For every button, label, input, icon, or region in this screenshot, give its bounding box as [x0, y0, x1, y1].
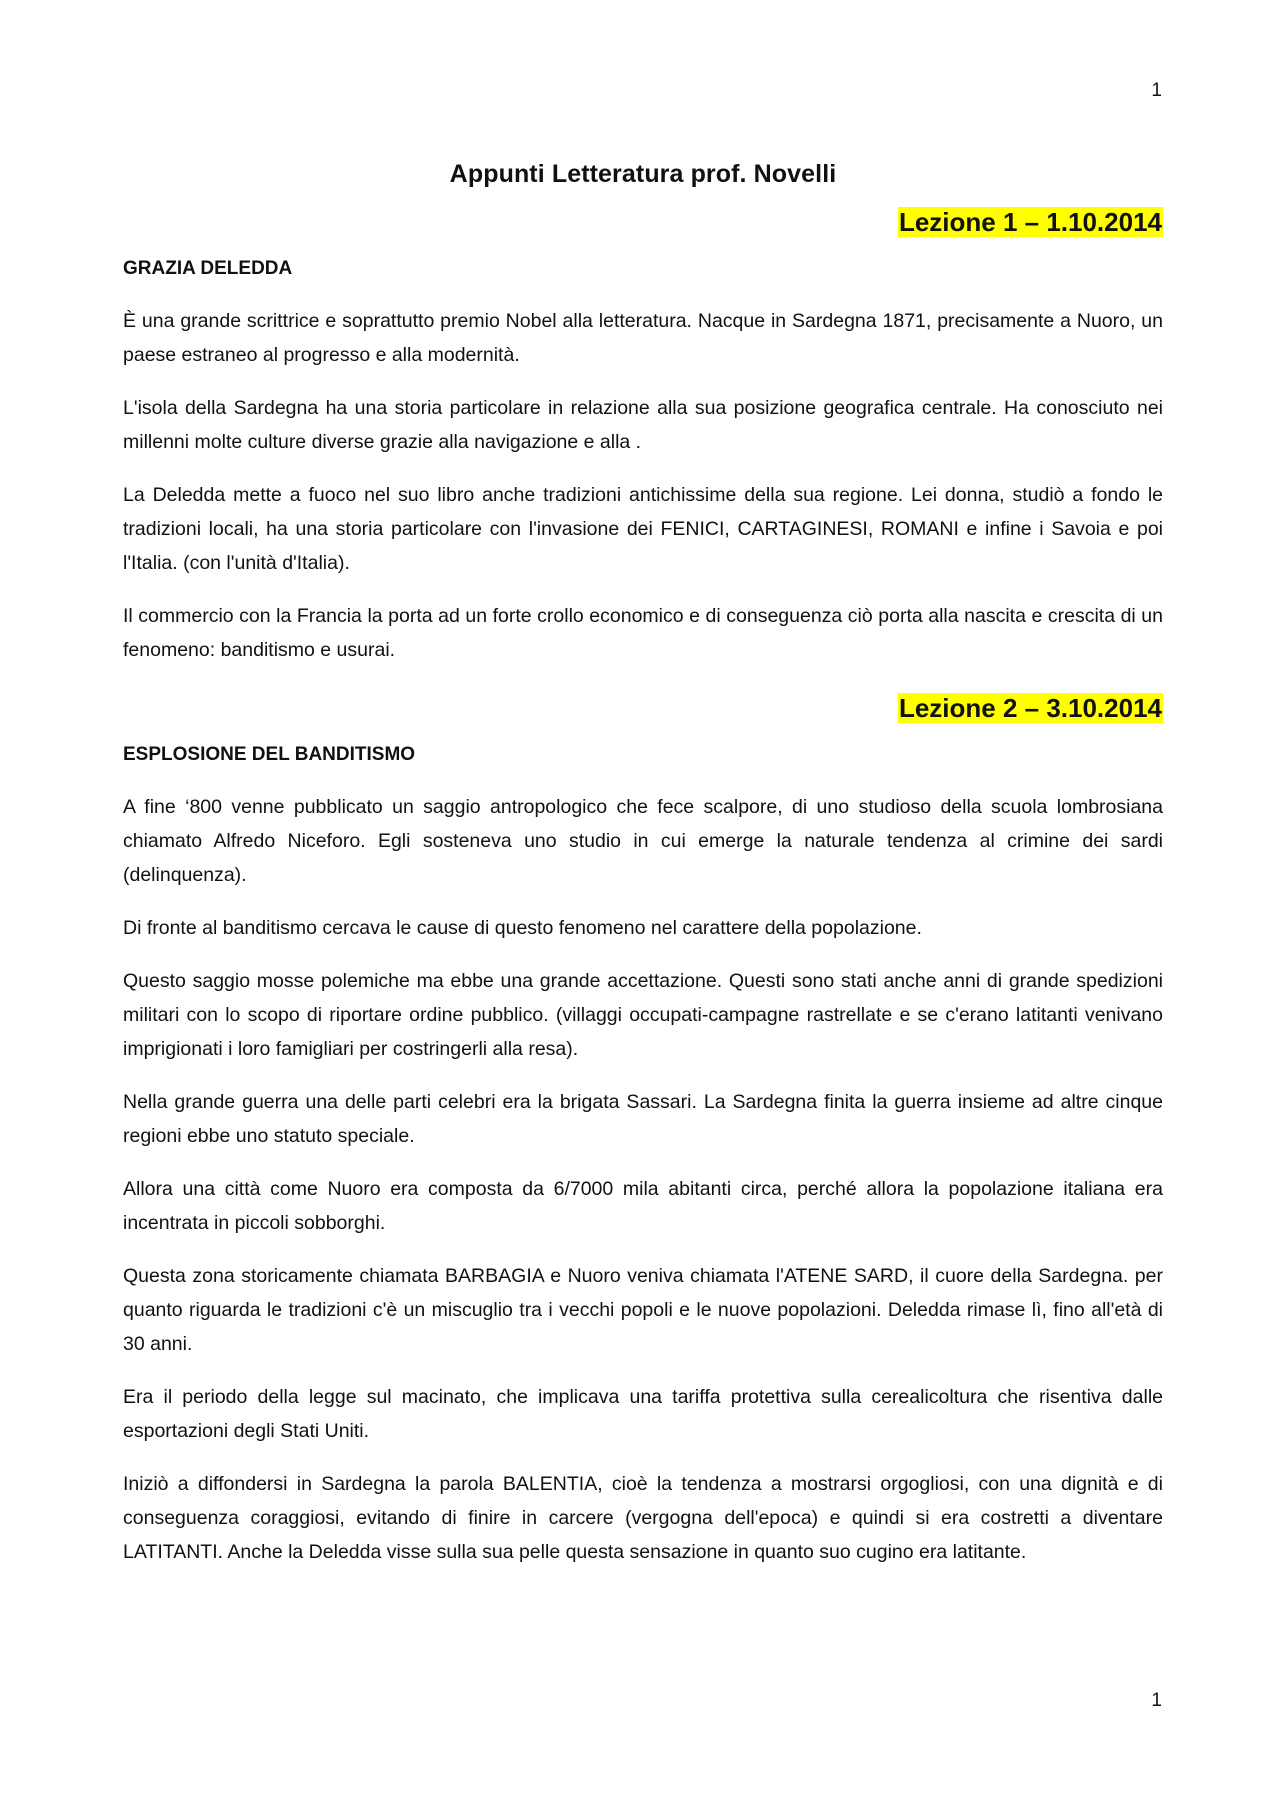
- paragraph: Nella grande guerra una delle parti celebri era la brigata Sassari. La Sardegna finita la guerra insieme ad altre cinque regioni ebbe uno statuto speciale.: [123, 1091, 1163, 1147]
- paragraph: Era il periodo della legge sul macinato, che implicava una tariffa protettiva sulla cerealicoltura che risentiva dalle esportazioni degli Stati Uniti.: [123, 1386, 1163, 1442]
- lesson-1-heading-text: Lezione 1 – 1.10.2014: [898, 207, 1162, 237]
- lesson-2-heading: [123, 693, 1163, 724]
- lesson-2-heading-text: Lezione 2 – 3.10.2014: [898, 693, 1162, 723]
- lesson-1-heading: [123, 207, 1163, 238]
- paragraph: Questo saggio mosse polemiche ma ebbe una grande accettazione. Questi sono stati anche anni di grande spedizioni militari con lo scopo di riportare ordine pubblico. (villaggi occupati-campagne rastrellate e se c'erano latitanti venivano imprigionati i loro famigliari per costringerli alla resa).: [123, 970, 1163, 1060]
- paragraph: È una grande scrittrice e soprattutto premio Nobel alla letteratura. Nacque in Sardegna 1871, precisamente a Nuoro, un paese estraneo al progresso e alla modernità.: [123, 310, 1163, 366]
- paragraph: Iniziò a diffondersi in Sardegna la parola BALENTIA, cioè la tendenza a mostrarsi orgogliosi, con una dignità e di conseguenza coraggiosi, evitando di finire in carcere (vergogna dell'epoca) e quindi si era costretti a diventare LATITANTI. Anche la Deledda visse sulla sua pelle questa sensazione in quanto suo cugino era latitante.: [123, 1473, 1163, 1563]
- paragraph: La Deledda mette a fuoco nel suo libro anche tradizioni antichissime della sua regione. Lei donna, studiò a fondo le tradizioni locali, ha una storia particolare con l'invasione dei FENICI, CARTAGINESI, ROMANI e infine i Savoia e poi l'Italia. (con l'unità d'Italia).: [123, 484, 1163, 574]
- paragraph: L'isola della Sardegna ha una storia particolare in relazione alla sua posizione geografica centrale. Ha conosciuto nei millenni molte culture diverse grazie alla navigazione e alla .: [123, 397, 1163, 453]
- page-number-bottom: 1: [1151, 1690, 1162, 1711]
- paragraph: A fine ‘800 venne pubblicato un saggio antropologico che fece scalpore, di uno studioso della scuola lombrosiana chiamato Alfredo Niceforo. Egli sosteneva uno studio in cui emerge la naturale tendenza al crimine dei sardi (delinquenza).: [123, 796, 1163, 886]
- paragraph: Questa zona storicamente chiamata BARBAGIA e Nuoro veniva chiamata l'ATENE SARD, il cuore della Sardegna. per quanto riguarda le tradizioni c'è un miscuglio tra i vecchi popoli e le nuove popolazioni. Deledda rimase lì, fino all'età di 30 anni.: [123, 1265, 1163, 1355]
- paragraph: Il commercio con la Francia la porta ad un forte crollo economico e di conseguenza ciò porta alla nascita e crescita di un fenomeno: banditismo e usurai.: [123, 605, 1163, 661]
- section-heading-grazia-deledda: GRAZIA DELEDDA: [123, 258, 293, 279]
- document-body: [123, 150, 1163, 1588]
- paragraph: Allora una città come Nuoro era composta da 6/7000 mila abitanti circa, perché allora la popolazione italiana era incentrata in piccoli sobborghi.: [123, 1178, 1163, 1234]
- section-heading-banditismo: ESPLOSIONE DEL BANDITISMO: [123, 744, 416, 765]
- paragraph: Di fronte al banditismo cercava le cause di questo fenomeno nel carattere della popolazione.: [123, 917, 922, 939]
- document-title: Appunti Letteratura prof. Novelli: [449, 160, 837, 188]
- page-number-top: 1: [1151, 80, 1162, 101]
